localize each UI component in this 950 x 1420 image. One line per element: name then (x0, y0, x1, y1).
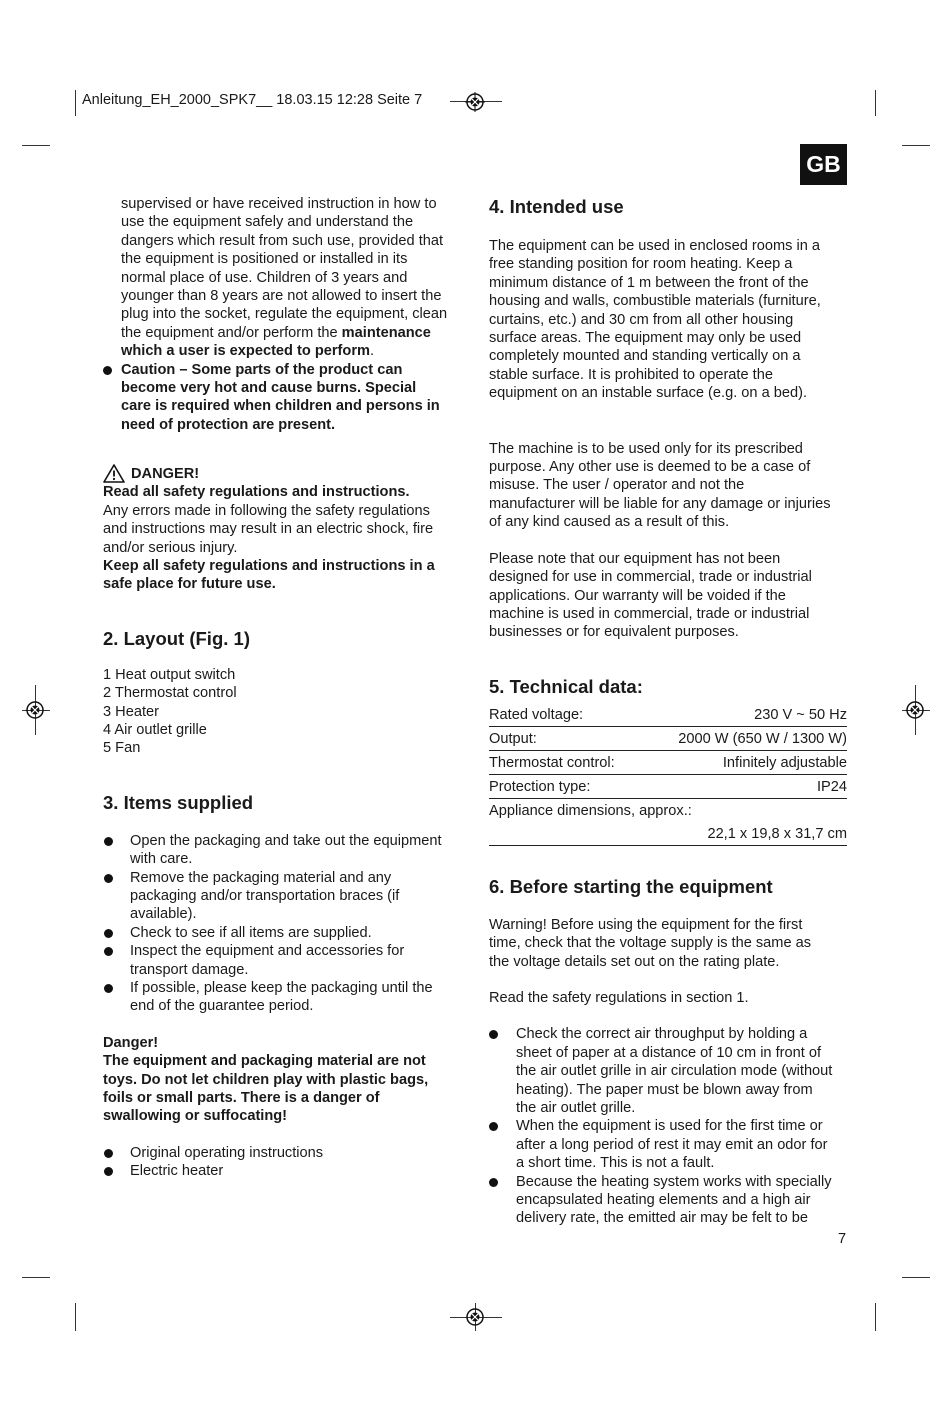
text-line: care is required when children and persons in (121, 398, 440, 415)
table-row (489, 728, 847, 751)
list-item (103, 979, 463, 1016)
list-item (103, 924, 463, 942)
list-item: 3 Heater (103, 703, 159, 720)
registration-mark-icon (465, 1307, 485, 1327)
bullet-icon (489, 1178, 498, 1187)
technical-data-table (489, 704, 847, 846)
danger-block (103, 464, 463, 593)
text-line (121, 324, 463, 342)
intro-paragraph (103, 195, 463, 361)
section-heading-technical-data: 5. Technical data: (489, 675, 643, 697)
text-line: available). (130, 906, 197, 923)
crop-mark (902, 145, 930, 146)
registration-mark-icon (25, 700, 45, 720)
danger2-block (103, 1034, 463, 1126)
list-item (103, 869, 463, 924)
list-item (103, 1144, 463, 1162)
table-row (489, 800, 847, 822)
text-line: packaging and/or transportation braces (if (130, 887, 400, 904)
danger-heading (103, 464, 463, 483)
text-line: Read all safety regulations and instructions. (103, 484, 410, 501)
text-line: Any errors made in following the safety regulations (103, 502, 430, 519)
paragraph (489, 916, 849, 971)
bullet-icon (104, 1149, 113, 1158)
text-run-bold: maintenance (341, 324, 431, 341)
text-line: manufacturer will be liable for any damage or injuries (489, 495, 831, 512)
list-item (489, 1117, 849, 1172)
text-line: heating). The paper must be blown away from (516, 1081, 813, 1098)
text-line: younger than 8 years are not allowed to insert the (121, 288, 442, 305)
layout-list (103, 666, 463, 758)
text-line: businesses or for equivalent purposes. (489, 624, 739, 641)
paragraph (489, 237, 849, 403)
warning-triangle-icon (103, 464, 125, 483)
text-line: minimum distance of 1 m between the front of the (489, 274, 809, 291)
text-line: completely mounted and standing vertically on a (489, 348, 801, 365)
text-line: the air outlet grille. (516, 1099, 636, 1116)
table-cell-label: Output: (489, 730, 537, 747)
crop-mark (22, 145, 50, 146)
bullet-icon (104, 837, 113, 846)
supplied-bullet-list (103, 1144, 463, 1181)
crop-mark (875, 90, 876, 116)
text-line: the voltage details set out on the rating plate. (489, 953, 780, 970)
list-item (489, 1173, 849, 1228)
table-cell-value: 230 V ~ 50 Hz (754, 706, 847, 723)
print-slug: Anleitung_EH_2000_SPK7__ 18.03.15 12:28 Seite 7 (82, 92, 423, 108)
bullet-icon (104, 947, 113, 956)
danger-title: DANGER! (131, 465, 200, 482)
bullet-icon (104, 929, 113, 938)
text-line: Warning! Before using the equipment for the first (489, 916, 803, 933)
table-cell-label: Rated voltage: (489, 706, 584, 723)
text-line: The equipment and packaging material are not (103, 1053, 426, 1070)
text-run: . (369, 343, 375, 360)
paragraph (489, 440, 849, 532)
registration-mark-icon (905, 700, 925, 720)
text-line: foils or small parts. There is a danger of (103, 1090, 380, 1107)
text-run-bold: which a user is expected to perform (121, 343, 370, 360)
table-row (489, 752, 847, 775)
section-heading-layout: 2. Layout (Fig. 1) (103, 627, 250, 649)
text-line: toys. Do not let children play with plastic bags, (103, 1071, 429, 1088)
text-line: encapsulated heating elements and a high air (516, 1192, 811, 1208)
text-line: time, check that the voltage supply is the same as (489, 935, 812, 952)
text-line: a short time. This is not a fault. (516, 1155, 715, 1172)
list-item (103, 1162, 463, 1180)
text-line: purpose. Any other use is deemed to be a case of (489, 459, 811, 476)
section-heading-before-starting: 6. Before starting the equipment (489, 875, 773, 897)
text-line: transport damage. (130, 961, 249, 978)
text-line: Check the correct air throughput by holding a (516, 1026, 808, 1043)
text-line: Electric heater (130, 1163, 224, 1180)
bullet-icon (104, 1167, 113, 1176)
crop-mark (75, 1303, 76, 1331)
crop-mark (875, 1303, 876, 1331)
paragraph (489, 550, 849, 642)
list-item: 1 Heat output switch (103, 666, 236, 683)
text-line: with care. (130, 851, 193, 868)
section-heading-items-supplied: 3. Items supplied (103, 791, 254, 813)
danger2-title: Danger! (103, 1034, 159, 1051)
right-column (489, 196, 849, 1228)
text-line: free standing position for room heating. Keep a (489, 256, 793, 273)
text-line: delivery rate, the emitted air may be felt to be (516, 1210, 809, 1227)
list-item: 2 Thermostat control (103, 685, 237, 702)
text-line: surface areas. The equipment may only be used (489, 330, 802, 347)
table-cell-label: Appliance dimensions, approx.: (489, 802, 692, 819)
text-line: equipment on an instable surface (e.g. on a bed). (489, 385, 808, 402)
text-line: the air outlet grille in air circulation mode (without (516, 1063, 833, 1080)
text-line: machine is used in commercial, trade or industrial (489, 605, 810, 622)
text-line: of any kind caused as a result of this. (489, 514, 730, 531)
text-line: use the equipment safely and understand the (121, 214, 414, 231)
table-cell-value: 22,1 x 19,8 x 31,7 cm (707, 825, 847, 842)
list-item: 5 Fan (103, 740, 141, 757)
text-line: Check to see if all items are supplied. (130, 924, 372, 941)
text-line: safe place for future use. (103, 576, 276, 593)
table-cell-label: Protection type: (489, 778, 591, 795)
text-line: misuse. The user / operator and not the (489, 477, 745, 494)
bullet-icon (104, 874, 113, 883)
text-line: stable surface. It is prohibited to operate the (489, 366, 773, 383)
text-line: Open the packaging and take out the equipment (130, 832, 442, 849)
crop-mark (22, 1277, 50, 1278)
table-row (489, 776, 847, 799)
registration-mark-icon (465, 92, 485, 112)
table-cell-value: Infinitely adjustable (722, 754, 847, 771)
page-number: 7 (838, 1231, 847, 1247)
text-line: curtains, etc.) and 30 cm from all other housing (489, 311, 794, 328)
text-line: applications. Our warranty will be voided if the (489, 587, 786, 604)
list-item (103, 832, 463, 869)
text-line: housing and walls, combustible materials (furniture, (489, 293, 821, 310)
items-bullet-list (103, 832, 463, 1016)
table-cell-value: IP24 (816, 778, 847, 795)
text-line: and instructions may result in an electric shock, fire (103, 521, 434, 538)
text-line: Read the safety regulations in section 1. (489, 989, 749, 1006)
text-line: swallowing or suffocating! (103, 1108, 288, 1125)
text-line: dangers which result from such use, provided that (121, 232, 444, 249)
table-row (489, 823, 847, 846)
text-line: and/or serious injury. (103, 539, 238, 556)
text-line: plug into the socket, regulate the equipment, clean (121, 306, 448, 323)
list-item: 4 Air outlet grille (103, 721, 207, 738)
text-line: end of the guarantee period. (130, 998, 314, 1015)
before-bullet-list (489, 1025, 849, 1227)
text-line: Keep all safety regulations and instructions in a (103, 557, 435, 574)
text-line: supervised or have received instruction in how to (121, 196, 437, 212)
text-line: When the equipment is used for the first time or (516, 1118, 823, 1135)
text-line: need of protection are present. (121, 416, 336, 433)
bullet-icon (104, 984, 113, 993)
bullet-icon (103, 366, 112, 375)
text-line: The machine is to be used only for its prescribed (489, 440, 803, 457)
text-line: If possible, please keep the packaging until the (130, 980, 433, 996)
text-line: become very hot and cause burns. Special (121, 380, 417, 397)
text-line: Remove the packaging material and any (130, 869, 392, 886)
table-cell-label: Thermostat control: (489, 754, 615, 771)
text-line: sheet of paper at a distance of 10 cm in front of (516, 1044, 822, 1061)
list-item (103, 942, 463, 979)
text-run: the equipment and/or perform the (121, 324, 342, 341)
caution-bullet (103, 361, 463, 435)
text-line: The equipment can be used in enclosed rooms in a (489, 238, 820, 254)
bullet-icon (489, 1030, 498, 1039)
crop-mark (902, 1277, 930, 1278)
table-row (489, 704, 847, 727)
text-line: Caution – Some parts of the product can (121, 361, 403, 378)
crop-mark (75, 90, 76, 116)
text-line: the equipment is positioned or installed in its (121, 251, 408, 268)
text-line: designed for use in commercial, trade or industrial (489, 569, 812, 586)
bullet-icon (489, 1122, 498, 1131)
text-line: Please note that our equipment has not been (489, 550, 781, 567)
list-item (489, 1025, 849, 1117)
language-badge: GB (800, 144, 847, 185)
text-line: Because the heating system works with specially (516, 1173, 832, 1190)
text-line: Original operating instructions (130, 1144, 324, 1161)
section-heading-intended-use: 4. Intended use (489, 196, 624, 217)
left-column (103, 195, 463, 1181)
text-line (121, 342, 463, 360)
table-cell-value: 2000 W (650 W / 1300 W) (678, 730, 847, 747)
text-line: after a long period of rest it may emit an odor for (516, 1136, 828, 1153)
text-line: Inspect the equipment and accessories for (130, 943, 405, 960)
text-line: normal place of use. Children of 3 years and (121, 269, 408, 286)
